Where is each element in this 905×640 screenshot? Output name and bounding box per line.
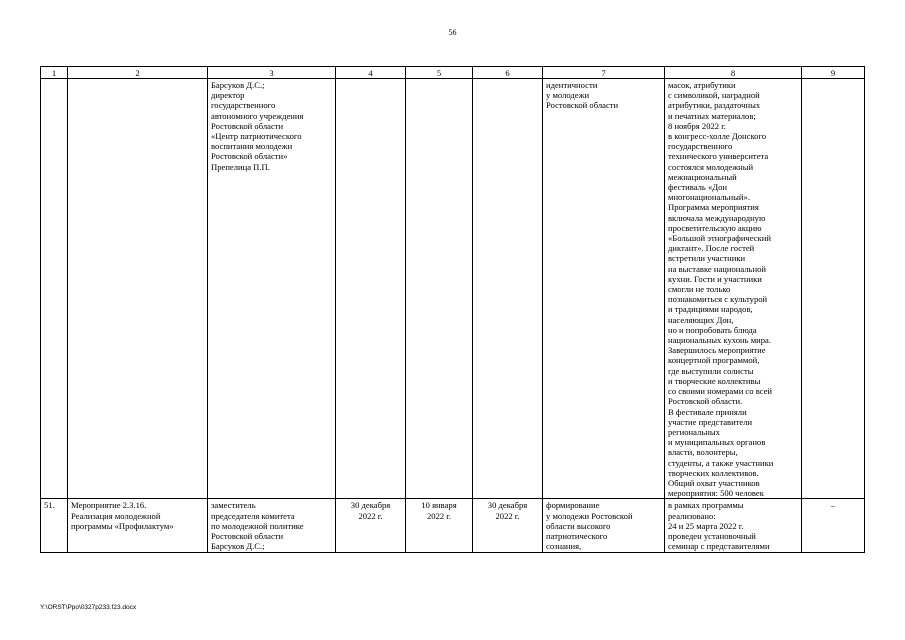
table-header-row [41,67,865,79]
text-line: кухни. Гости и участники [668,273,762,284]
text-line: государственного [668,141,733,152]
cell-responsible [208,499,336,553]
text-line: просветительскую акцию [668,222,762,233]
text-line: на выставке национальной [668,263,766,274]
text-line: Ростовской области [546,100,619,111]
text-line: 30 декабря [487,500,528,511]
column-header-7: 7 [543,67,665,79]
text-line: атрибутики, раздаточных [668,100,761,111]
text-line: 30 декабря [350,500,391,511]
text-line: национальных кухонь мира. [668,335,772,346]
text-line: 10 января [421,500,457,511]
text-line: в конгресс-холле Донского [668,131,767,142]
cell-event [68,499,208,553]
text-line: 24 и 25 марта 2022 г. [668,520,744,531]
text-line: состоялся молодежный [668,161,754,172]
text-line: сознания, [546,541,582,552]
table-row-51 [41,499,865,553]
column-header-4: 4 [336,67,406,79]
text-line: Ростовской области» [211,151,288,162]
cell-event [68,79,208,499]
cell-result [543,499,665,553]
text-line: Ростовской области [211,530,284,541]
text-line: власти, волонтеры, [668,447,738,458]
column-header-3: 3 [208,67,336,79]
cell-number [41,79,68,499]
text-line: у молодежи [546,90,590,101]
text-line: населяющих Дон, [668,314,734,325]
text-line: «Центр патриотического [211,131,302,142]
text-line: 2022 г. [358,510,383,521]
text-line: со своими номерами со всей [668,386,773,397]
text-line: встретили участники [668,253,746,264]
text-line: «Большой этнографический [668,233,771,244]
text-line: концертной программой, [668,355,760,366]
text-line: Реализация молодежной [71,510,161,521]
text-line: студенты, а также участники [668,457,774,468]
text-line: творческих коллективов. [668,467,759,478]
text-line: заместитель [211,500,256,511]
text-line: в рамках программы [668,500,744,511]
column-header-1: 1 [41,67,68,79]
text-line: и творческие коллективы [668,375,761,386]
column-header-9: 9 [802,67,865,79]
cell-end-date [473,79,543,499]
text-line: и традициями народов, [668,304,753,315]
text-line: автономного учреждения [211,110,304,121]
text-line: директор [211,90,245,101]
text-line: 2022 г. [495,510,520,521]
text-line: 2022 г. [426,510,452,521]
text-line: В фестивале приняли [668,406,747,417]
text-line: у молодежи Ростовской [546,510,633,521]
text-line: с символикой, наградной [668,90,760,101]
text-line: мероприятия: 500 человек [668,488,764,499]
text-line: участие представители [668,416,753,427]
cell-planned-date [336,499,406,553]
text-line: идентичности [546,80,598,90]
cell-number: 51. [41,499,68,553]
cell-note: – [802,499,865,553]
cell-note [802,79,865,499]
cell-end-date [473,499,543,553]
page-number: 56 [448,28,457,37]
text-line: Завершилось мероприятие [668,345,766,356]
text-line: Барсуков Д.С.; [211,80,265,90]
text-line: региональных [668,426,720,437]
text-line: и печатных материалов; [668,110,756,121]
text-line: познакомиться с культурой [668,294,768,305]
text-line: но и попробовать блюда [668,324,757,335]
column-header-5: 5 [406,67,473,79]
cell-execution [665,79,802,499]
text-line: фестиваль «Дон [668,182,728,193]
text-line: включала международную [668,212,766,223]
cell-execution [665,499,802,553]
text-line: смогли не только [668,284,731,295]
text-line: 8 ноября 2022 г. [668,120,726,131]
report-table [40,66,865,553]
text-line: где выступили солисты [668,365,754,376]
text-line: семинар с представителями [668,541,770,552]
cell-start-date [406,79,473,499]
column-header-2: 2 [68,67,208,79]
text-line: формирование [546,500,600,511]
text-line: Общий охват участников [668,477,760,488]
text-line: области высокого [546,520,611,531]
cell-responsible [208,79,336,499]
text-line: Мероприятие 2.3.16. [71,500,147,511]
text-line: межнациональный [668,171,737,182]
table-row-continuation [41,79,865,499]
text-line: Программа мероприятия [668,202,759,213]
text-line: по молодежной политике [211,520,304,531]
text-line: программы «Профилактум» [71,520,174,531]
text-line: проведен установочный [668,530,756,541]
text-line: многонациональный». [668,192,750,203]
column-header-6: 6 [473,67,543,79]
text-line: Барсуков Д.С.; [211,541,265,552]
file-path-footer: Y:\ORST\Ppo\0327p233.f23.docx [40,604,137,611]
text-line: и муниципальных органов [668,437,766,448]
text-line: государственного [211,100,276,111]
column-header-8: 8 [665,67,802,79]
text-line: председателя комитета [211,510,295,521]
text-line: Ростовской области [211,120,284,131]
text-line: диктант». После гостей [668,243,755,254]
text-line: реализовано: [668,510,716,521]
text-line: масок, атрибутики [668,80,736,90]
cell-planned-date [336,79,406,499]
text-line: технического университета [668,151,769,162]
text-line: Ростовской области. [668,396,743,407]
text-line: воспитания молодежи [211,141,293,152]
text-line: Препелица П.П. [211,161,270,172]
cell-start-date [406,499,473,553]
cell-result [543,79,665,499]
text-line: патриотического [546,530,608,541]
